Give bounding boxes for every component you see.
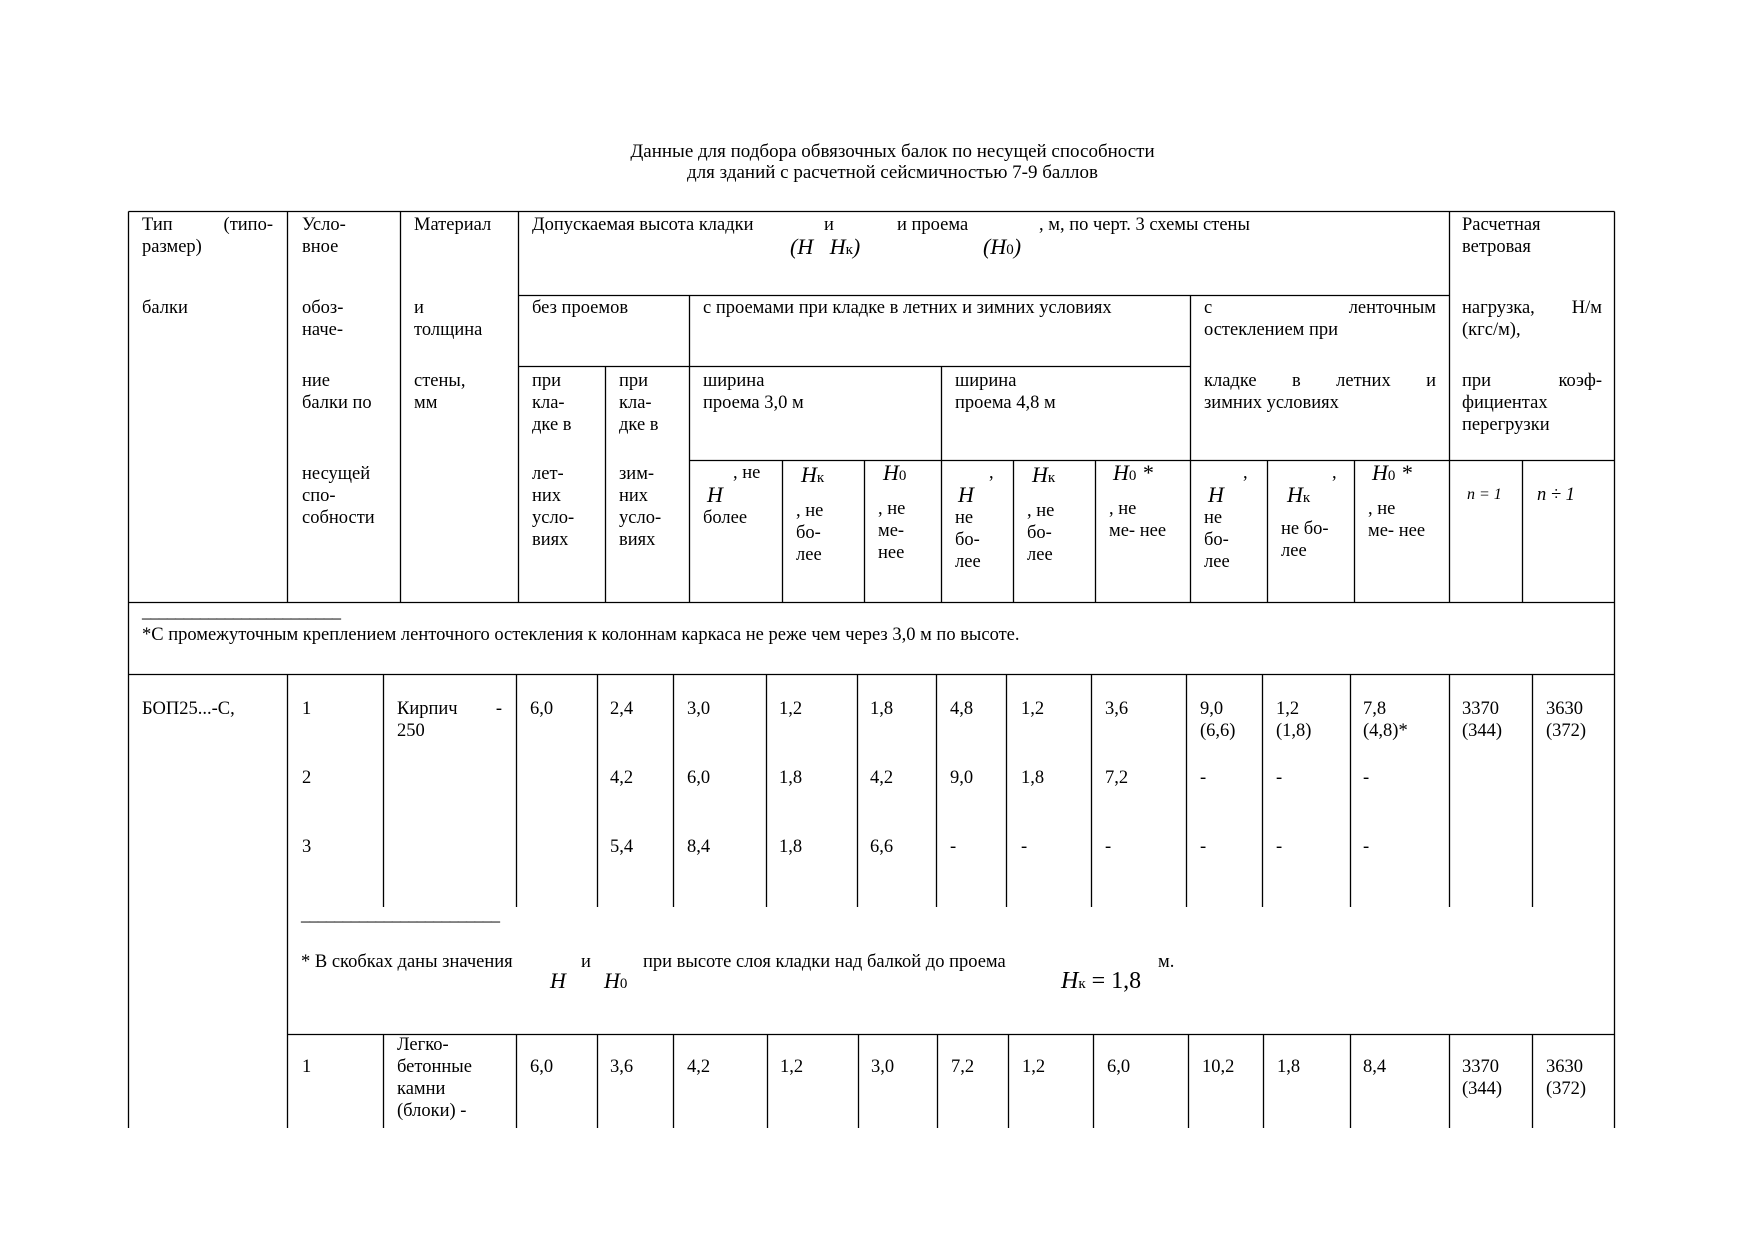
header-symbol-6: балки по [302,393,372,413]
header-symbol-9: собности [302,508,375,528]
header-width48-1: ширина [955,371,1017,391]
header-winter-7: виях [619,530,656,550]
header-symbol-3: обоз- [302,298,344,318]
header-with-openings: с проемами при кладке в летних и зимних условиях [703,298,1112,318]
sub-hk30-symbol: Hк [801,462,825,487]
g2-row-1-cell-12: 3370 (344) [1462,1057,1503,1099]
g1-row-2-cell-6: 9,0 [950,768,974,788]
header-summer-5: них [532,486,562,506]
sub-h0r-ne: , не [1368,499,1396,519]
sub-h030-symbol: H0 [883,460,907,485]
g1-row-1-cell-13: 3630 (372) [1546,699,1587,741]
header-material-2: и [414,298,424,318]
g1-row-2-cell-8: 7,2 [1105,768,1129,788]
header-type-line2: размер) [142,237,202,257]
g1-row-1-cell-4: 1,2 [779,699,803,719]
header-winter-1: при [619,371,649,391]
header-material-1: Материал [414,215,492,235]
sub-h48-bo: бо- [955,530,980,550]
g1-row-2-cell-4: 1,8 [779,768,803,788]
g1-row-3-cell-6: - [950,837,957,857]
header-math-h0: (H0) [983,234,1022,259]
footnote2-text-b: и [581,952,591,972]
header-symbol-1: Усло- [302,215,346,235]
sub-h48-comma: , [989,463,994,483]
header-symbol-7: несущей [302,464,371,484]
header-width30-2: проема 3,0 м [703,393,804,413]
sub-hr-bo: бо- [1204,530,1229,550]
sub-hkr-nebo: не бо- [1281,519,1329,539]
g1-row-1-cell-1: 6,0 [530,699,554,719]
header-ribbon-2: остеклением при [1204,320,1339,340]
g2-row-1-cell-8: 6,0 [1107,1057,1131,1077]
sub-h048-menee: ме- нее [1109,521,1167,541]
header-wind-2: ветровая [1462,237,1531,257]
g1-row-3-cell-2: 5,4 [610,837,634,857]
header-type-line3: балки [142,298,188,318]
header-material-4: стены, [414,371,466,391]
sub-hr-symbol: H [1208,482,1224,507]
g2-row-1-cell-11: 8,4 [1363,1057,1387,1077]
header-summer-7: виях [532,530,569,550]
sub-h48-lee: лее [955,552,981,572]
g1-row-3-cell-5: 6,6 [870,837,894,857]
sub-h30-bolee: более [703,508,748,528]
g1-row-2-cell-3: 6,0 [687,768,711,788]
g1-row-2-cell-10: - [1276,768,1283,788]
sub-hk48-symbol: Hк [1032,462,1056,487]
g1-row-2-cell-0: 2 [302,768,312,788]
g2-row-1-cell-1: 6,0 [530,1057,554,1077]
header-wind-7: перегрузки [1462,415,1550,435]
sub-h48-symbol: H [958,482,974,507]
g1-row-2-cell-5: 4,2 [870,768,894,788]
header-symbol-5: ние [302,371,331,391]
g1-row-3-cell-7: - [1021,837,1028,857]
header-symbol-2: вное [302,237,339,257]
header-summer-3: дке в [532,415,572,435]
footnote2-math-h: H [550,968,566,993]
sub-hk48-ne: , не [1027,501,1055,521]
g1-row-3-cell-9: - [1200,837,1207,857]
sub-h0r-menee: ме- нее [1368,521,1426,541]
header-winter-2: кла- [619,393,652,413]
sub-n1: n = 1 [1467,486,1502,503]
g1-row-1-cell-8: 3,6 [1105,699,1129,719]
sub-h048-ne: , не [1109,499,1137,519]
g1-row-1-cell-7: 1,2 [1021,699,1045,719]
row-material-2: 250 [397,721,425,741]
title-line-2: для зданий с расчетной сейсмичностью 7-9 баллов [687,162,1098,183]
sub-h30-ne: , не [733,463,761,483]
sub-hk48-bo: бо- [1027,523,1052,543]
sub-h48-not: не [955,508,974,528]
g1-row-3-cell-3: 8,4 [687,837,711,857]
footnote2-math-hk: Hк = 1,8 [1061,968,1142,994]
header-wind-4: (кгс/м), [1462,320,1521,340]
g1-row-1-cell-5: 1,8 [870,699,894,719]
g2-row-1-cell-3: 4,2 [687,1057,711,1077]
sub-h030-me: ме- [878,521,905,541]
g1-row-1-cell-0: 1 [302,699,312,719]
g1-row-1-cell-3: 3,0 [687,699,711,719]
g1-row-3-cell-10: - [1276,837,1283,857]
footnote2-rule: ________________________ [301,905,499,925]
header-wind-6: фициентах [1462,393,1548,413]
header-allowed-a: Допускаемая высота кладки [532,215,754,235]
g2-row-1-cell-9: 10,2 [1202,1057,1235,1077]
header-symbol-8: спо- [302,486,336,506]
sub-hk30-lee: лее [796,545,822,565]
header-wind-5: при коэф- [1462,371,1602,391]
sub-h030-nee: нее [878,543,905,563]
sub-hk48-lee: лее [1027,545,1053,565]
g1-row-3-cell-4: 1,8 [779,837,803,857]
sub-h30-symbol: H [707,482,723,507]
g1-row-3-cell-11: - [1363,837,1370,857]
sub-n2: n ÷ 1 [1537,485,1575,505]
header-winter-3: дке в [619,415,659,435]
g1-row-1-cell-10: 1,2 (1,8) [1276,699,1312,741]
sub-h0r-symbol: H0 * [1372,460,1412,485]
title-line-1: Данные для подбора обвязочных балок по несущей способности [630,141,1155,162]
row2-material-1: Легко- [397,1035,449,1055]
header-winter-6: усло- [619,508,662,528]
header-allowed-d: , м, по черт. 3 схемы стены [1039,215,1250,235]
sub-hkr-comma: , [1332,463,1337,483]
header-ribbon-1: с ленточным [1204,298,1436,318]
g1-row-1-cell-12: 3370 (344) [1462,699,1503,741]
header-summer-6: усло- [532,508,575,528]
footnote2-math-h0: H0 [604,968,628,993]
header-type-line1: Тип (типо- [142,215,273,235]
sub-hk30-ne: , не [796,501,824,521]
g2-row-1-cell-2: 3,6 [610,1057,634,1077]
header-material-3: толщина [414,320,483,340]
header-material-5: мм [414,393,438,413]
footnote2-text-c: при высоте слоя кладки над балкой до проема [643,952,1006,972]
row-type-label: БОП25...-С, [142,699,235,719]
sub-hr-lee: лее [1204,552,1230,572]
footnote2-text-d: м. [1158,952,1175,972]
g1-row-2-cell-9: - [1200,768,1207,788]
sub-h048-symbol: H0 * [1113,460,1153,485]
row-material-1: Кирпич - [397,699,502,719]
g1-row-3-cell-8: - [1105,837,1112,857]
g2-row-1-cell-5: 3,0 [871,1057,895,1077]
header-ribbon-4: зимних условиях [1204,393,1339,413]
header-ribbon-3: кладке в летних и [1204,371,1436,391]
sub-hk30-bo: бо- [796,523,821,543]
header-symbol-4: наче- [302,320,344,340]
sub-h030-ne: , не [878,499,906,519]
g2-row-1-cell-7: 1,2 [1022,1057,1046,1077]
row2-material-2: бетонные [397,1057,472,1077]
header-summer-1: при [532,371,562,391]
header-width48-2: проема 4,8 м [955,393,1056,413]
header-summer-4: лет- [532,464,564,484]
g1-row-2-cell-7: 1,8 [1021,768,1045,788]
header-wind-1: Расчетная [1462,215,1541,235]
header-wind-3: нагрузка, Н/м [1462,298,1602,318]
sub-hkr-symbol: Hк [1287,482,1311,507]
g2-row-1-cell-13: 3630 (372) [1546,1057,1587,1099]
g1-row-1-cell-2: 2,4 [610,699,634,719]
g1-row-3-cell-0: 3 [302,837,312,857]
header-no-openings: без проемов [532,298,629,318]
g1-row-2-cell-11: - [1363,768,1370,788]
row2-material-3: камни [397,1079,446,1099]
g1-row-1-cell-11: 7,8 (4,8)* [1363,699,1408,741]
row2-material-4: (блоки) - [397,1101,467,1121]
footnote2-text-a: * В скобках даны значения [301,952,513,972]
header-math-hk: (H Hк) [790,234,861,259]
sub-hkr-lee: лее [1281,541,1307,561]
header-winter-4: зим- [619,464,655,484]
header-winter-5: них [619,486,649,506]
footnote1-text: *С промежуточным креплением ленточного остекления к колоннам каркаса не реже чем через 3,0 м по высоте. [142,625,1020,645]
g2-row-1-cell-10: 1,8 [1277,1057,1301,1077]
footnote1-rule: ________________________ [142,602,340,622]
header-summer-2: кла- [532,393,565,413]
g2-row-1-cell-0: 1 [302,1057,312,1077]
header-allowed-c: и проема [897,215,969,235]
g1-row-1-cell-9: 9,0 (6,6) [1200,699,1236,741]
header-width30-1: ширина [703,371,765,391]
g2-row-1-cell-4: 1,2 [780,1057,804,1077]
header-allowed-b: и [824,215,834,235]
sub-hr-not: не [1204,508,1223,528]
sub-hr-comma: , [1243,463,1248,483]
g1-row-2-cell-2: 4,2 [610,768,634,788]
g2-row-1-cell-6: 7,2 [951,1057,975,1077]
g1-row-1-cell-6: 4,8 [950,699,974,719]
